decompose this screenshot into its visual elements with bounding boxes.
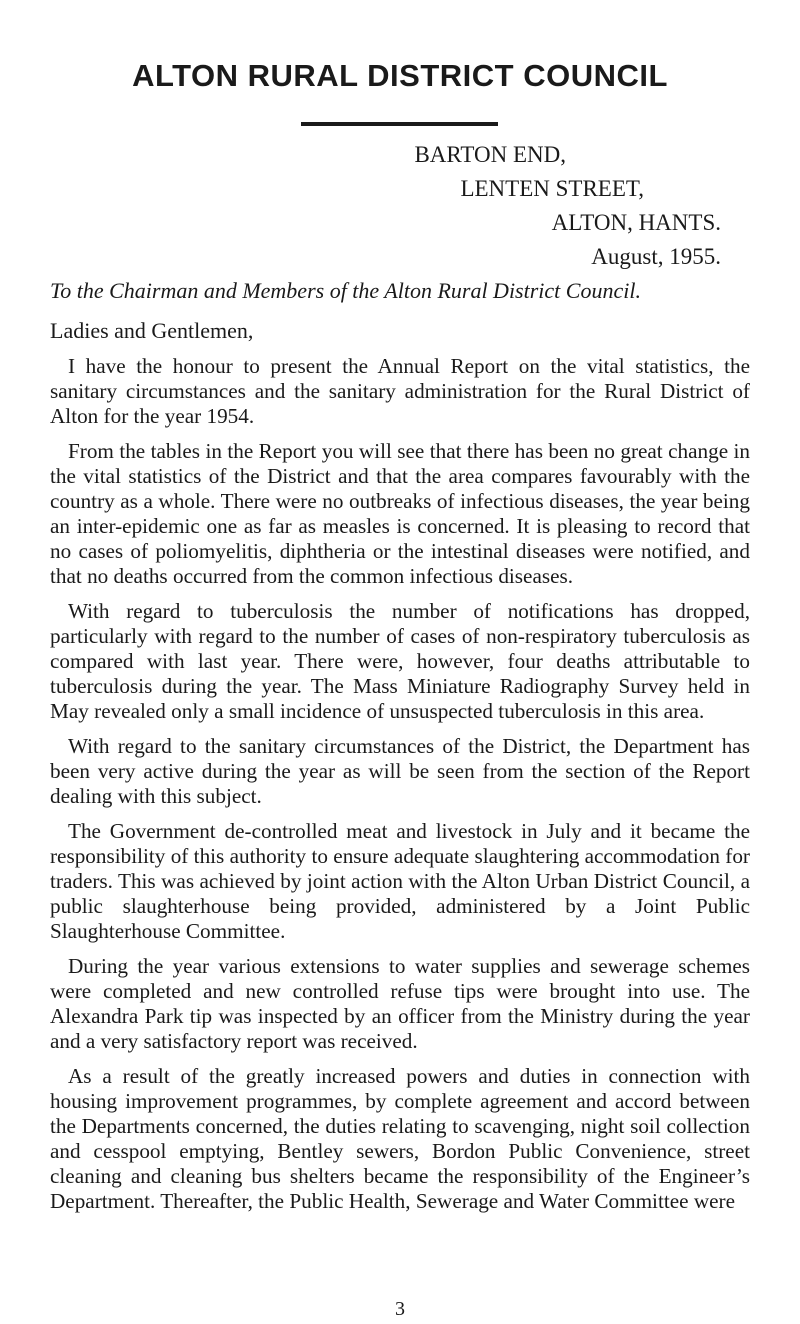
body-paragraph: From the tables in the Report you will see that there has been no great change in the vital statistics of the District and that the area compares favourably with the country as a whole. There were no outbreaks of infectious diseases, the year being an inter-epidemic one as far as measles is concerned. It is pleasing to record that no cases of poliomyelitis, diphtheria or the intestinal diseases were notified, and that no deaths occurred from the common infectious diseases. <box>50 439 750 588</box>
sender-address-block <box>414 138 721 274</box>
body-paragraph: With regard to tuberculosis the number of notifications has dropped, particularly with regard to the number of cases of non-respiratory tuberculosis as compared with last year. There were, however, four deaths attributable to tuberculosis during the year. The Mass Miniature Radiography Survey held in May revealed only a small incidence of unsuspected tuberculosis in this area. <box>50 599 750 723</box>
page-number: 3 <box>395 1298 405 1320</box>
body-paragraph: As a result of the greatly increased powers and duties in connection with housing improvement programmes, by complete agreement and accord between the Departments concerned, the duties relating to scavenging, night soil collection and cesspool emptying, Bentley sewers, Bordon Public Convenience, street cleaning and cleaning bus shelters became the responsibility of the Engineer’s Department. Thereafter, the Public Health, Sewerage and Water Committee were <box>50 1064 750 1213</box>
document-title: ALTON RURAL DISTRICT COUNCIL <box>132 58 668 93</box>
greeting-line: Ladies and Gentlemen, <box>50 318 254 343</box>
body-paragraph: With regard to the sanitary circumstances of the District, the Department has been very active during the year as will be seen from the section of the Report dealing with this subject. <box>50 734 750 808</box>
addressee-line: To the Chairman and Members of the Alton Rural District Council. <box>50 278 641 303</box>
address-line-1: BARTON END, <box>414 142 566 167</box>
body-paragraph: The Government de-controlled meat and livestock in July and it became the responsibility of this authority to ensure adequate slaughtering accommodation for traders. This was achieved by joint action with the Alton Urban District Council, a public slaughterhouse being provided, administered by a Joint Public Slaughterhouse Committee. <box>50 819 750 943</box>
letter-date: August, 1955. <box>591 244 721 269</box>
body-paragraph: I have the honour to present the Annual Report on the vital statistics, the sanitary circumstances and the sanitary administration for the Rural District of Alton for the year 1954. <box>50 354 750 428</box>
letter-body <box>50 354 750 1224</box>
title-rule-divider <box>301 122 498 126</box>
body-paragraph: During the year various extensions to water supplies and sewerage schemes were completed and new controlled refuse tips were brought into use. The Alexandra Park tip was inspected by an officer from the Ministry during the year and a very satisfactory report was received. <box>50 954 750 1053</box>
address-line-2: LENTEN STREET, <box>460 176 644 201</box>
address-line-3: ALTON, HANTS. <box>551 210 721 235</box>
